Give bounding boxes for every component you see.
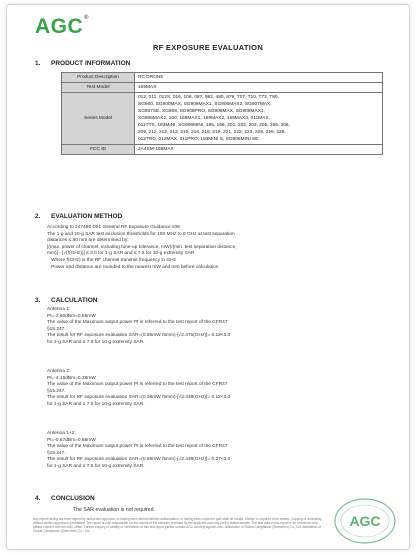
- section-number: 3.: [35, 297, 41, 304]
- test-model-value: 169MAX: [135, 83, 383, 93]
- method-line: Where f(GHz) is the RF channel transmit frequency in GHz: [51, 257, 177, 263]
- series-line: SG908MAX2, 160, 169MAX1, 169MAX2, 169MAX3, 011MAX,: [138, 116, 270, 121]
- antenna-power: Pt=-0.67dBm=0.86mW: [47, 437, 96, 443]
- antenna-power: Pt=-4.15dBm=0.38mW: [47, 375, 96, 381]
- product-description-value: RC DRONE: [135, 73, 383, 83]
- footnote-block: [33, 517, 323, 533]
- footnote-line: Attestation of Global Compliance (Shenzhen) Co., Ltd.: [33, 525, 321, 533]
- series-line: 012, 011, 012S, 016, 106, 087, 992, 480, 879, T07, T10, T73, T80,: [138, 95, 279, 100]
- calc-line: §15.247.: [47, 450, 66, 456]
- method-line: mm)] · [√(f(GHz))] ≤ 3.0 for 1-g SAR and ≤ 7.5 for 10-g extremity SAR.: [47, 251, 196, 257]
- test-model-label: Test Model: [62, 83, 135, 93]
- calculation-antenna-1-2: [47, 431, 392, 471]
- calc-line: §15.247.: [47, 388, 66, 394]
- conclusion-text: The SAR evaluation is not required.: [73, 507, 155, 513]
- method-line: [(max. power of channel, including tune-up tolerance, mW)/(min. test separation distance,: [47, 244, 237, 250]
- footnote-line: Any report having not been signed by authorized approver, or having been altered without authorization, or having been copied in part shall be invalid.: [33, 517, 245, 521]
- section-number: 1.: [35, 60, 41, 67]
- agc-stamp-seal: [325, 495, 399, 547]
- calc-line: The value of the Maximum output power Pt is referred to the test report of the CFR47: [47, 382, 228, 388]
- series-line: 012TRD, 012MAX, 011PRO, 193MINI S, SG906MINI SE: [138, 137, 259, 142]
- product-info-table: [61, 72, 383, 155]
- antenna-power: Pt=-2.60dBm=0.55mW: [47, 313, 96, 319]
- section-number: 2.: [35, 213, 41, 220]
- method-line: distances ≤ 50 mm are determined by:: [47, 238, 129, 244]
- calc-line: for 1-g SAR and ≤ 7.5 for 10-g extremity SAR.: [47, 463, 145, 469]
- calc-line: §15.247.: [47, 326, 66, 332]
- footnote-line: Stamp" is required to be sealed. Copying or amending without written approval is prohibited. The report is only responsible for the results of the samples: [33, 517, 322, 525]
- antenna-name: Antenna 1+2:: [47, 431, 76, 436]
- fcc-id-value: 2A4SM-169MAX: [135, 145, 383, 155]
- calc-line: for 1-g SAR and ≤ 7.5 for 10-g extremity SAR.: [47, 401, 145, 407]
- section-heading-product-info: [35, 60, 130, 67]
- footnote-line: provided by the applicant and only for the tested sample. The test data in this report is for reference only; please check it with the AGC office.: [33, 521, 319, 529]
- calc-line: The result for RF exposure evaluation SAR=(0.86mW /5mm)·[√2.439(GHz)]= 0.27<3.0: [47, 457, 231, 463]
- antenna-name: Antenna 1:: [47, 307, 71, 312]
- evaluation-method-text: [47, 225, 392, 271]
- calculation-antenna-2: [47, 369, 392, 409]
- section-heading-calculation: [35, 297, 97, 304]
- table-row: [62, 145, 383, 155]
- series-line: SG907SE, SG908, SG908PRO, SG908MAX, SG908MAX1,: [138, 109, 265, 114]
- footnote-line: Further enquiry of validity or verification of this test report please contact AGC at info@agccert.com.: [83, 525, 225, 529]
- page-title: RF EXPOSURE EVALUATION: [152, 43, 264, 52]
- method-line: The 1-g and 10-g SAR test exclusion thresholds for 100 MHz to 6 GHz at test separation: [47, 231, 235, 237]
- report-page: [6, 4, 410, 550]
- registered-mark: ®: [84, 15, 90, 21]
- calc-line: The result for RF exposure evaluation SAR=(0.55mW /5mm)·[√2.475(GHz)]= 0.18<3.0: [47, 333, 231, 339]
- antenna-name: Antenna 2:: [47, 369, 71, 374]
- series-line: SG900, SG900MAX, SG906MAX1, SG906MAX2, SG907MAX,: [138, 102, 272, 107]
- calc-line: The value of the Maximum output power Pt is referred to the test report of the CFR47: [47, 444, 228, 450]
- method-line: According to 447498 D01 General RF Exposure Guidance v06: [47, 225, 180, 230]
- method-line: Power and distance are rounded to the nearest mW and mm before calculation: [51, 264, 219, 270]
- footnote-line: Attestation of Global Compliance (Shenzhen) Co., Ltd.: [224, 525, 302, 529]
- fcc-id-label: FCC ID: [62, 145, 135, 155]
- calculation-antenna-1: [47, 307, 392, 347]
- section-heading-conclusion: [35, 495, 95, 502]
- section-title: CONCLUSION: [51, 495, 95, 502]
- product-description-label: Product Description: [62, 73, 135, 83]
- section-title: EVALUATION METHOD: [51, 213, 123, 220]
- series-line: 011TTS, 193MINI, SG908MINI, 195, 196, 201, 202, 203, 205, 206, 208,: [138, 123, 290, 128]
- table-row: [62, 93, 383, 145]
- table-row: [62, 83, 383, 93]
- series-model-value: [135, 93, 383, 145]
- calc-line: The result for RF exposure evaluation SAR=(0.38mW /5mm)·[√2.439(GHz)]= 0.12<3.0: [47, 395, 231, 401]
- series-model-label: Series Model: [62, 93, 135, 145]
- calc-line: The value of the Maximum output power Pt is referred to the test report of the CFR47: [47, 320, 228, 326]
- section-title: PRODUCT INFORMATION: [51, 60, 131, 67]
- table-row: [62, 73, 383, 83]
- calc-line: for 1-g SAR and ≤ 7.5 for 10-g extremity SAR.: [47, 339, 145, 345]
- section-number: 4.: [35, 495, 41, 502]
- stamp-text: AGC: [349, 513, 381, 529]
- section-heading-evaluation-method: [35, 213, 122, 220]
- agc-logo: [35, 15, 89, 39]
- logo-text: AGC: [35, 15, 84, 38]
- section-title: CALCULATION: [51, 297, 98, 304]
- series-line: 209, 211, 212, 213, 215, 216, 218, 219, 221, 222, 223, 225, 226, 228,: [138, 130, 286, 135]
